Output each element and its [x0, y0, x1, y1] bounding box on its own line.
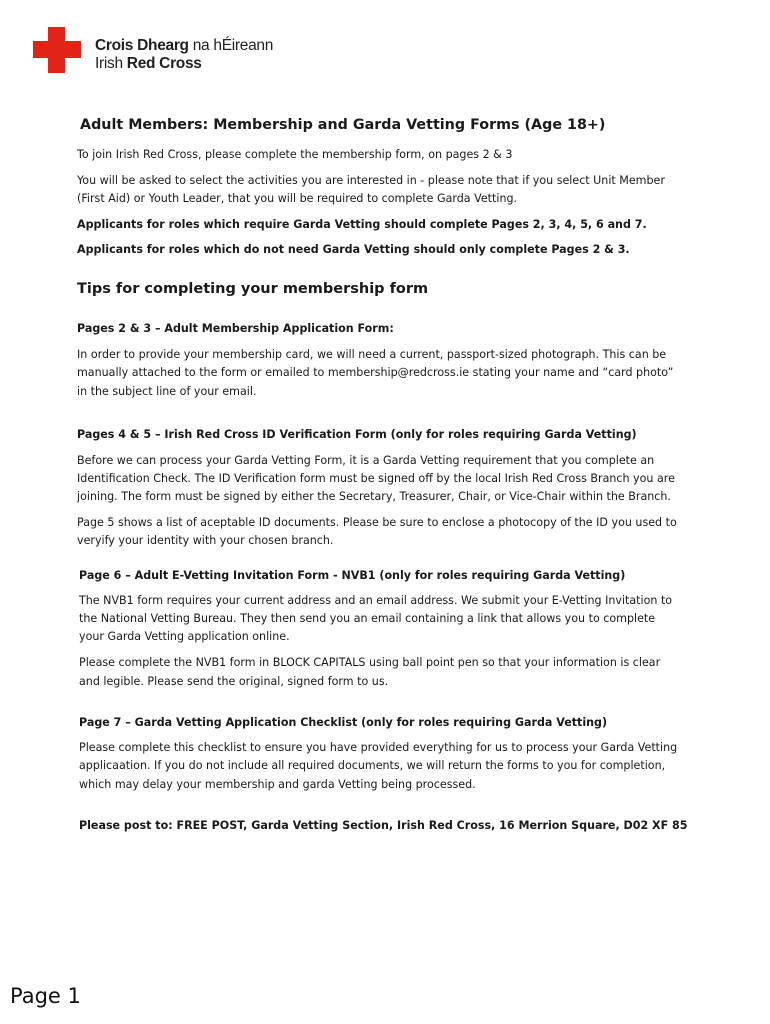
section-line: and legible. Please send the original, signed form to us.	[79, 675, 389, 688]
logo-english-name-bold: Red Cross	[126, 55, 202, 72]
section-line: Page 5 shows a list of aceptable ID documents. Please be sure to enclose a photocopy of the ID you used to	[77, 516, 677, 529]
section-heading: Page 6 – Adult E-Vetting Invitation Form - NVB1 (only for roles requiring Garda Vetting)	[79, 569, 626, 582]
section-line: Identification Check. The ID Verification form must be signed off by the local Irish Red Cross Branch you are	[77, 472, 675, 485]
section-heading: Pages 4 & 5 – Irish Red Cross ID Verification Form (only for roles requiring Garda Vetting)	[77, 428, 637, 441]
intro-line: (First Aid) or Youth Leader, that you will be required to complete Garda Vetting.	[77, 192, 518, 205]
section-line: which may delay your membership and garda Vetting being processed.	[79, 778, 476, 791]
section-line: The NVB1 form requires your current address and an email address. We submit your E-Vetting Invitation to	[79, 594, 673, 607]
intro-line: To join Irish Red Cross, please complete the membership form, on pages 2 & 3	[77, 148, 513, 161]
section-line: the National Vetting Bureau. They then send you an email containing a link that allows you to complete	[79, 612, 656, 625]
tips-heading: Tips for completing your membership form	[77, 281, 429, 297]
intro-bold-line: Applicants for roles which do not need Garda Vetting should only complete Pages 2 & 3.	[77, 243, 630, 256]
post-address: Please post to: FREE POST, Garda Vetting Section, Irish Red Cross, 16 Merrion Square, D02 XF 85	[79, 819, 688, 832]
section-line: Please complete this checklist to ensure you have provided everything for us to process your Garda Vetting	[79, 741, 678, 754]
red-cross-icon	[33, 27, 81, 73]
section-line: applicaation. If you do not include all required documents, we will return the forms to you for completion,	[79, 759, 666, 772]
intro-bold-line: Applicants for roles which require Garda Vetting should complete Pages 2, 3, 4, 5, 6 and 7.	[77, 218, 647, 231]
section-line: joining. The form must be signed by either the Secretary, Treasurer, Chair, or Vice-Chair within the Branch.	[77, 490, 671, 503]
document-title: Adult Members: Membership and Garda Vetting Forms (Age 18+)	[80, 117, 606, 133]
section-line: In order to provide your membership card, we will need a current, passport-sized photograph. This can be	[77, 348, 667, 361]
section-line: Please complete the NVB1 form in BLOCK CAPITALS using ball point pen so that your information is clear	[79, 656, 661, 669]
logo-wordmark	[95, 37, 273, 73]
section-heading: Page 7 – Garda Vetting Application Checklist (only for roles requiring Garda Vetting)	[79, 716, 608, 729]
section-line: Before we can process your Garda Vetting Form, it is a Garda Vetting requirement that you complete an	[77, 454, 655, 467]
intro-line: You will be asked to select the activities you are interested in - please note that if you select Unit Member	[77, 174, 665, 187]
page-number-label: Page 1	[10, 984, 81, 1008]
section-line: veryify your identity with your chosen branch.	[77, 534, 334, 547]
section-line: in the subject line of your email.	[77, 385, 257, 398]
logo-english-name: Irish	[95, 55, 127, 72]
logo-irish-name-rest: na hÉireann	[188, 37, 274, 54]
section-line: your Garda Vetting application online.	[79, 630, 290, 643]
section-line: manually attached to the form or emailed to membership@redcross.ie stating your name and “card photo”	[77, 366, 674, 379]
section-heading: Pages 2 & 3 – Adult Membership Application Form:	[77, 322, 394, 335]
logo-irish-name-bold: Crois Dhearg	[95, 37, 189, 54]
